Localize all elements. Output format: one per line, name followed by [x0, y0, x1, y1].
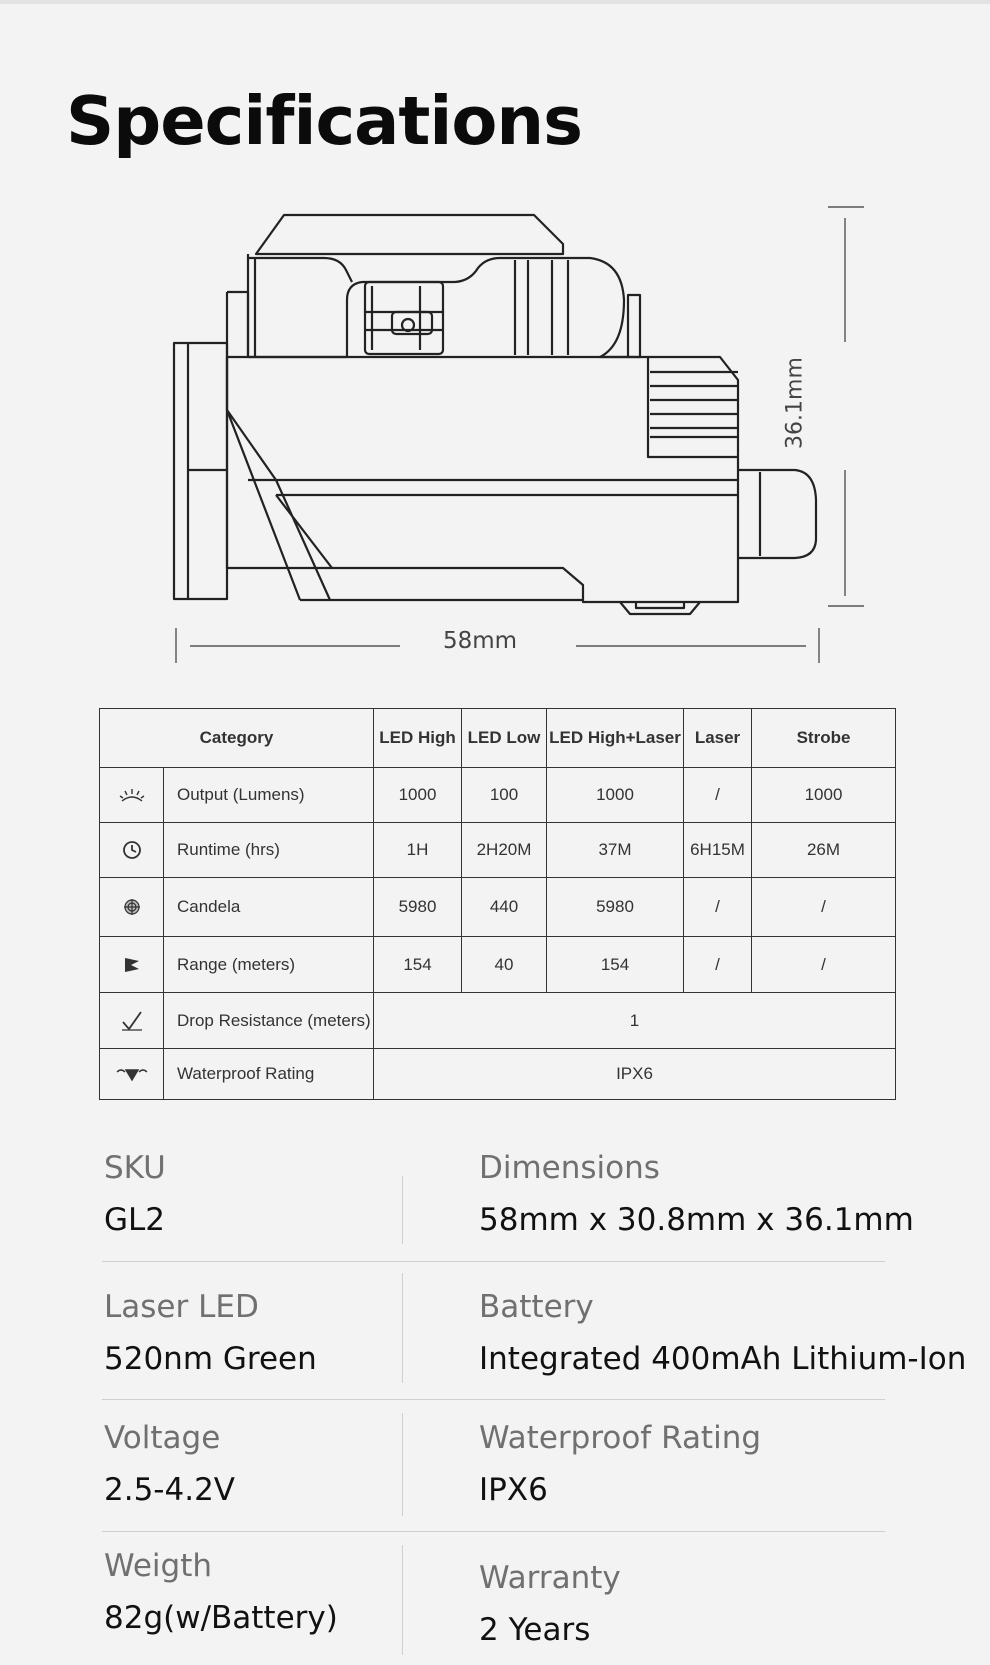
table-cell: /	[684, 937, 752, 993]
divider-vertical	[402, 1176, 403, 1244]
table-cell: 1H	[374, 823, 462, 878]
header-led-low: LED Low	[462, 709, 547, 768]
dimensions-value: 58mm x 30.8mm x 36.1mm	[479, 1202, 914, 1238]
sku-label: SKU	[104, 1150, 166, 1186]
divider-horizontal	[102, 1261, 885, 1262]
table-cell: 2H20M	[462, 823, 547, 878]
battery-value: Integrated 400mAh Lithium-Ion	[479, 1341, 967, 1377]
product-line-drawing	[0, 190, 990, 670]
spec-table	[99, 708, 896, 1100]
clock-icon	[100, 823, 164, 878]
divider-vertical	[402, 1273, 403, 1383]
row-label: Range (meters)	[164, 937, 374, 993]
sku-value: GL2	[104, 1202, 166, 1238]
header-strobe: Strobe	[752, 709, 896, 768]
waterproof-value: IPX6	[479, 1472, 548, 1508]
warranty-value: 2 Years	[479, 1612, 591, 1648]
table-cell: 5980	[374, 878, 462, 937]
table-cell: 1000	[374, 768, 462, 823]
dimensions-label: Dimensions	[479, 1150, 660, 1186]
row-label: Waterproof Rating	[164, 1049, 374, 1100]
battery-label: Battery	[479, 1289, 594, 1325]
divider-vertical	[402, 1413, 403, 1516]
sunburst-icon	[100, 768, 164, 823]
table-row	[100, 1049, 896, 1100]
table-cell-merged: IPX6	[374, 1049, 896, 1100]
weight-label: Weigth	[104, 1548, 213, 1584]
table-cell: 6H15M	[684, 823, 752, 878]
table-cell: /	[752, 937, 896, 993]
table-cell: /	[684, 878, 752, 937]
water-icon	[100, 1049, 164, 1100]
row-label: Runtime (hrs)	[164, 823, 374, 878]
top-border	[0, 0, 990, 4]
table-row	[100, 993, 896, 1049]
target-icon	[100, 878, 164, 937]
table-cell: 1000	[752, 768, 896, 823]
rear-switch	[738, 470, 816, 558]
range-icon	[100, 937, 164, 993]
row-label: Drop Resistance (meters)	[164, 993, 374, 1049]
page-title: Specifications	[66, 82, 582, 160]
divider-vertical	[402, 1545, 403, 1655]
height-dimension-label: 36.1mm	[782, 357, 808, 449]
table-row	[100, 937, 896, 993]
divider-horizontal	[102, 1399, 885, 1400]
warranty-label: Warranty	[479, 1560, 621, 1596]
table-cell: 40	[462, 937, 547, 993]
table-cell-merged: 1	[374, 993, 896, 1049]
table-row	[100, 768, 896, 823]
table-cell: 37M	[547, 823, 684, 878]
table-cell: 154	[374, 937, 462, 993]
laser-led-label: Laser LED	[104, 1289, 259, 1325]
table-row	[100, 823, 896, 878]
table-cell: /	[752, 878, 896, 937]
width-dimension-label: 58mm	[442, 628, 518, 654]
table-cell: 154	[547, 937, 684, 993]
header-led-high-laser: LED High+Laser	[547, 709, 684, 768]
table-row	[100, 878, 896, 937]
table-cell: 100	[462, 768, 547, 823]
table-cell: 1000	[547, 768, 684, 823]
table-cell: 26M	[752, 823, 896, 878]
header-category: Category	[100, 709, 374, 768]
voltage-label: Voltage	[104, 1420, 221, 1456]
divider-horizontal	[102, 1531, 885, 1532]
drop-icon	[100, 993, 164, 1049]
table-cell: 440	[462, 878, 547, 937]
table-header-row	[100, 709, 896, 768]
row-label: Output (Lumens)	[164, 768, 374, 823]
rail-clamp-top	[256, 215, 563, 254]
row-label: Candela	[164, 878, 374, 937]
table-cell: /	[684, 768, 752, 823]
dimension-lines	[176, 207, 864, 663]
weight-value: 82g(w/Battery)	[104, 1600, 338, 1636]
header-led-high: LED High	[374, 709, 462, 768]
table-cell: 5980	[547, 878, 684, 937]
voltage-value: 2.5-4.2V	[104, 1472, 235, 1508]
waterproof-label: Waterproof Rating	[479, 1420, 762, 1456]
header-laser: Laser	[684, 709, 752, 768]
laser-led-value: 520nm Green	[104, 1341, 317, 1377]
